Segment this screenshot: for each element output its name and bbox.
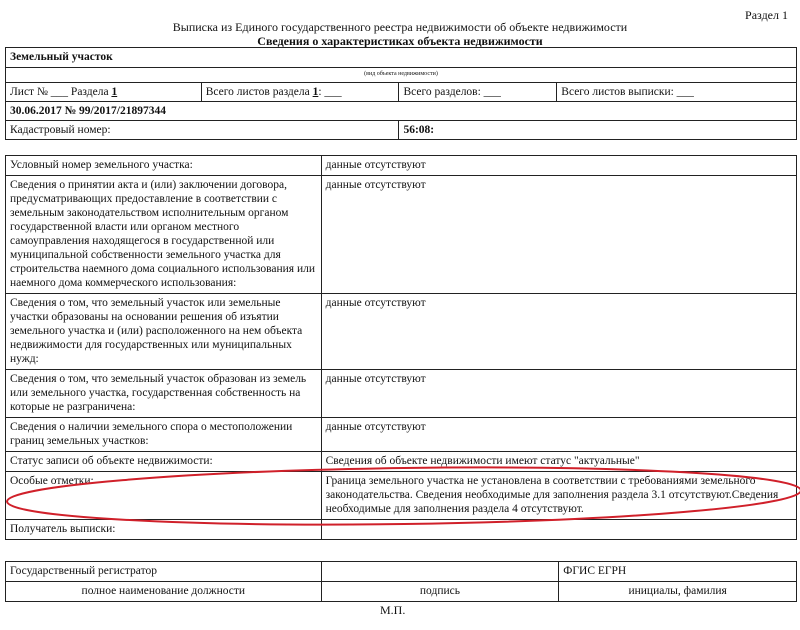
row-value: данные отсутствуют <box>321 418 796 452</box>
sheets-in-section-label: Всего листов раздела <box>205 86 310 98</box>
signature-table <box>5 561 797 602</box>
sheet-label: Лист № ___ Раздела <box>10 86 109 98</box>
table-row <box>6 520 797 540</box>
table-row <box>6 452 797 472</box>
sheets-in-section-value: 1 <box>312 86 319 98</box>
row-value: данные отсутствуют <box>321 294 796 370</box>
row-value: Граница земельного участка не установлена в соответствии с требованиями земельного законодательства. Сведения необходимые для заполнения раздела 3.1 отсутствуют.Сведения необходимые для заполнения раздела 4 отсутствуют. <box>321 472 796 520</box>
table-row <box>6 176 797 294</box>
total-sections: Всего разделов: ___ <box>399 83 557 102</box>
row-value <box>321 520 796 540</box>
row-label: Условный номер земельного участка: <box>6 156 322 176</box>
section-number: Раздел 1 <box>745 8 788 22</box>
row-label: Особые отметки: <box>6 472 322 520</box>
row-value: данные отсутствуют <box>321 156 796 176</box>
object-header-table <box>5 47 797 140</box>
table-row <box>6 370 797 418</box>
date-number: 30.06.2017 № 99/2017/21897344 <box>6 102 797 121</box>
characteristics-table <box>5 155 797 540</box>
caption-position: полное наименование должности <box>6 582 322 602</box>
caption-name: инициалы, фамилия <box>559 582 797 602</box>
row-label: Сведения о том, что земельный участок или земельные участки образованы на основании решения об изъятии земельного участка и (или) расположенного на нем объекта недвижимости для государственных или муниципальных нужд: <box>6 294 322 370</box>
row-label: Сведения о том, что земельный участок образован из земель или земельного участка, государственная собственность на которые не разграничена: <box>6 370 322 418</box>
row-label: Сведения о наличии земельного спора о местоположении границ земельных участков: <box>6 418 322 452</box>
row-value: Сведения об объекте недвижимости имеют статус "актуальные" <box>321 452 796 472</box>
registrar-position: Государственный регистратор <box>6 562 322 582</box>
object-type-caption: (вид объекта недвижимости) <box>6 68 797 83</box>
sheets-in-section-blank: : ___ <box>318 86 342 98</box>
signature-field <box>321 562 559 582</box>
table-row <box>6 472 797 520</box>
table-row <box>6 156 797 176</box>
row-value: данные отсутствуют <box>321 176 796 294</box>
sheet-number-cell <box>6 83 202 102</box>
row-label: Сведения о принятии акта и (или) заключении договора, предусматривающих предоставление в соответствии с земельным законодательством исполнительным органом государственной власти или органом местного самоуправления находящегося в государственной или муниципальной собственности земельного участка для строительства наемного дома социального использования или наемного дома коммерческого использования: <box>6 176 322 294</box>
object-type: Земельный участок <box>6 48 797 68</box>
total-sheets: Всего листов выписки: ___ <box>557 83 797 102</box>
row-label: Статус записи об объекте недвижимости: <box>6 452 322 472</box>
table-row <box>6 418 797 452</box>
document-title: Выписка из Единого государственного реестра недвижимости об объекте недвижимости <box>172 20 628 34</box>
cadastral-label: Кадастровый номер: <box>6 121 399 140</box>
stamp-place: М.П. <box>380 603 406 617</box>
caption-signature: подпись <box>321 582 559 602</box>
sheets-in-section-cell <box>201 83 399 102</box>
row-value: данные отсутствуют <box>321 370 796 418</box>
cadastral-value: 56:08: <box>399 121 797 140</box>
sheet-section: 1 <box>111 86 118 98</box>
table-row <box>6 294 797 370</box>
row-label: Получатель выписки: <box>6 520 322 540</box>
registrar-org: ФГИС ЕГРН <box>559 562 797 582</box>
document-subtitle: Сведения о характеристиках объекта недвижимости <box>257 34 543 48</box>
